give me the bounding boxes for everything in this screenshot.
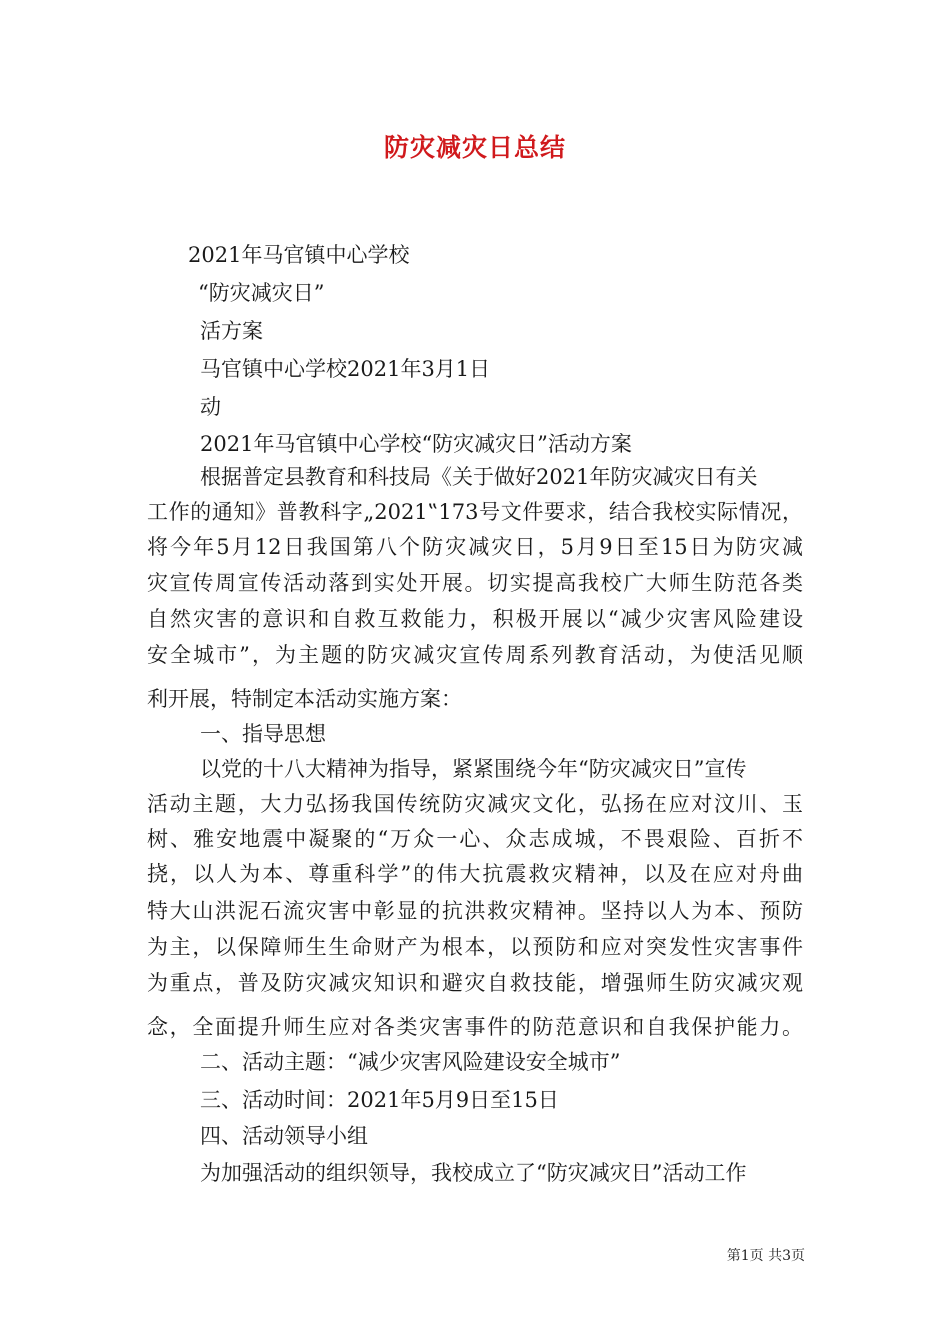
text-line: 为加强活动的组织领导，我校成立了“防灾减灾日”活动工作	[200, 1161, 747, 1185]
text-line: 利开展，特制定本活动实施方案：	[147, 687, 462, 711]
text-line: 2021年马官镇中心学校	[188, 243, 410, 267]
text-line: 马官镇中心学校2021年3月1日	[200, 357, 491, 381]
text-line: 将今年5月12日我国第八个防灾减灾日，5月9日至15日为防灾减	[147, 535, 803, 559]
text-line: 以党的十八大精神为指导，紧紧围绕今年“防灾减灾日”宣传	[200, 757, 747, 781]
text-line: 树、雅安地震中凝聚的“万众一心、众志成城，不畏艰险、百折不	[147, 827, 803, 851]
text-line: 2021年马官镇中心学校“防灾减灾日”活动方案	[200, 432, 632, 456]
text-line: 安全城市”，为主题的防灾减灾宣传周系列教育活动，为使活见顺	[147, 643, 803, 667]
text-line: 动	[200, 395, 221, 419]
text-line: 活动主题，大力弘扬我国传统防灾减灾文化，弘扬在应对汶川、玉	[147, 792, 803, 816]
text-line: 活方案	[200, 319, 263, 343]
text-line: 自然灾害的意识和自救互救能力，积极开展以“减少灾害风险建设	[147, 607, 803, 631]
document-title: 防灾减灾日总结	[383, 133, 566, 162]
text-line: 为重点，普及防灾减灾知识和避灾自救技能，增强师生防灾减灾观	[147, 971, 803, 995]
section-heading: 一、指导思想	[200, 722, 326, 746]
text-line: 灾宣传周宣传活动落到实处开展。切实提高我校广大师生防范各类	[147, 571, 803, 595]
text-line: “防灾减灾日”	[198, 281, 325, 305]
text-line: 特大山洪泥石流灾害中彰显的抗洪救灾精神。坚持以人为本、预防	[147, 899, 803, 923]
text-line: 工作的通知》普教科字„2021‟173号文件要求，结合我校实际情况，	[147, 500, 803, 524]
section-heading: 四、活动领导小组	[200, 1124, 368, 1148]
text-line: 念，全面提升师生应对各类灾害事件的防范意识和自我保护能力。	[147, 1015, 803, 1039]
text-line: 为主，以保障师生生命财产为根本，以预防和应对突发性灾害事件	[147, 935, 803, 959]
text-line: 根据普定县教育和科技局《关于做好2021年防灾减灾日有关	[200, 465, 758, 489]
text-line: 挠，以人为本、尊重科学”的伟大抗震救灾精神，以及在应对舟曲	[147, 862, 803, 886]
section-heading: 二、活动主题：“减少灾害风险建设安全城市”	[200, 1050, 621, 1074]
section-heading: 三、活动时间：2021年5月9日至15日	[200, 1088, 559, 1112]
page-number: 第1页 共3页	[726, 1248, 805, 1264]
